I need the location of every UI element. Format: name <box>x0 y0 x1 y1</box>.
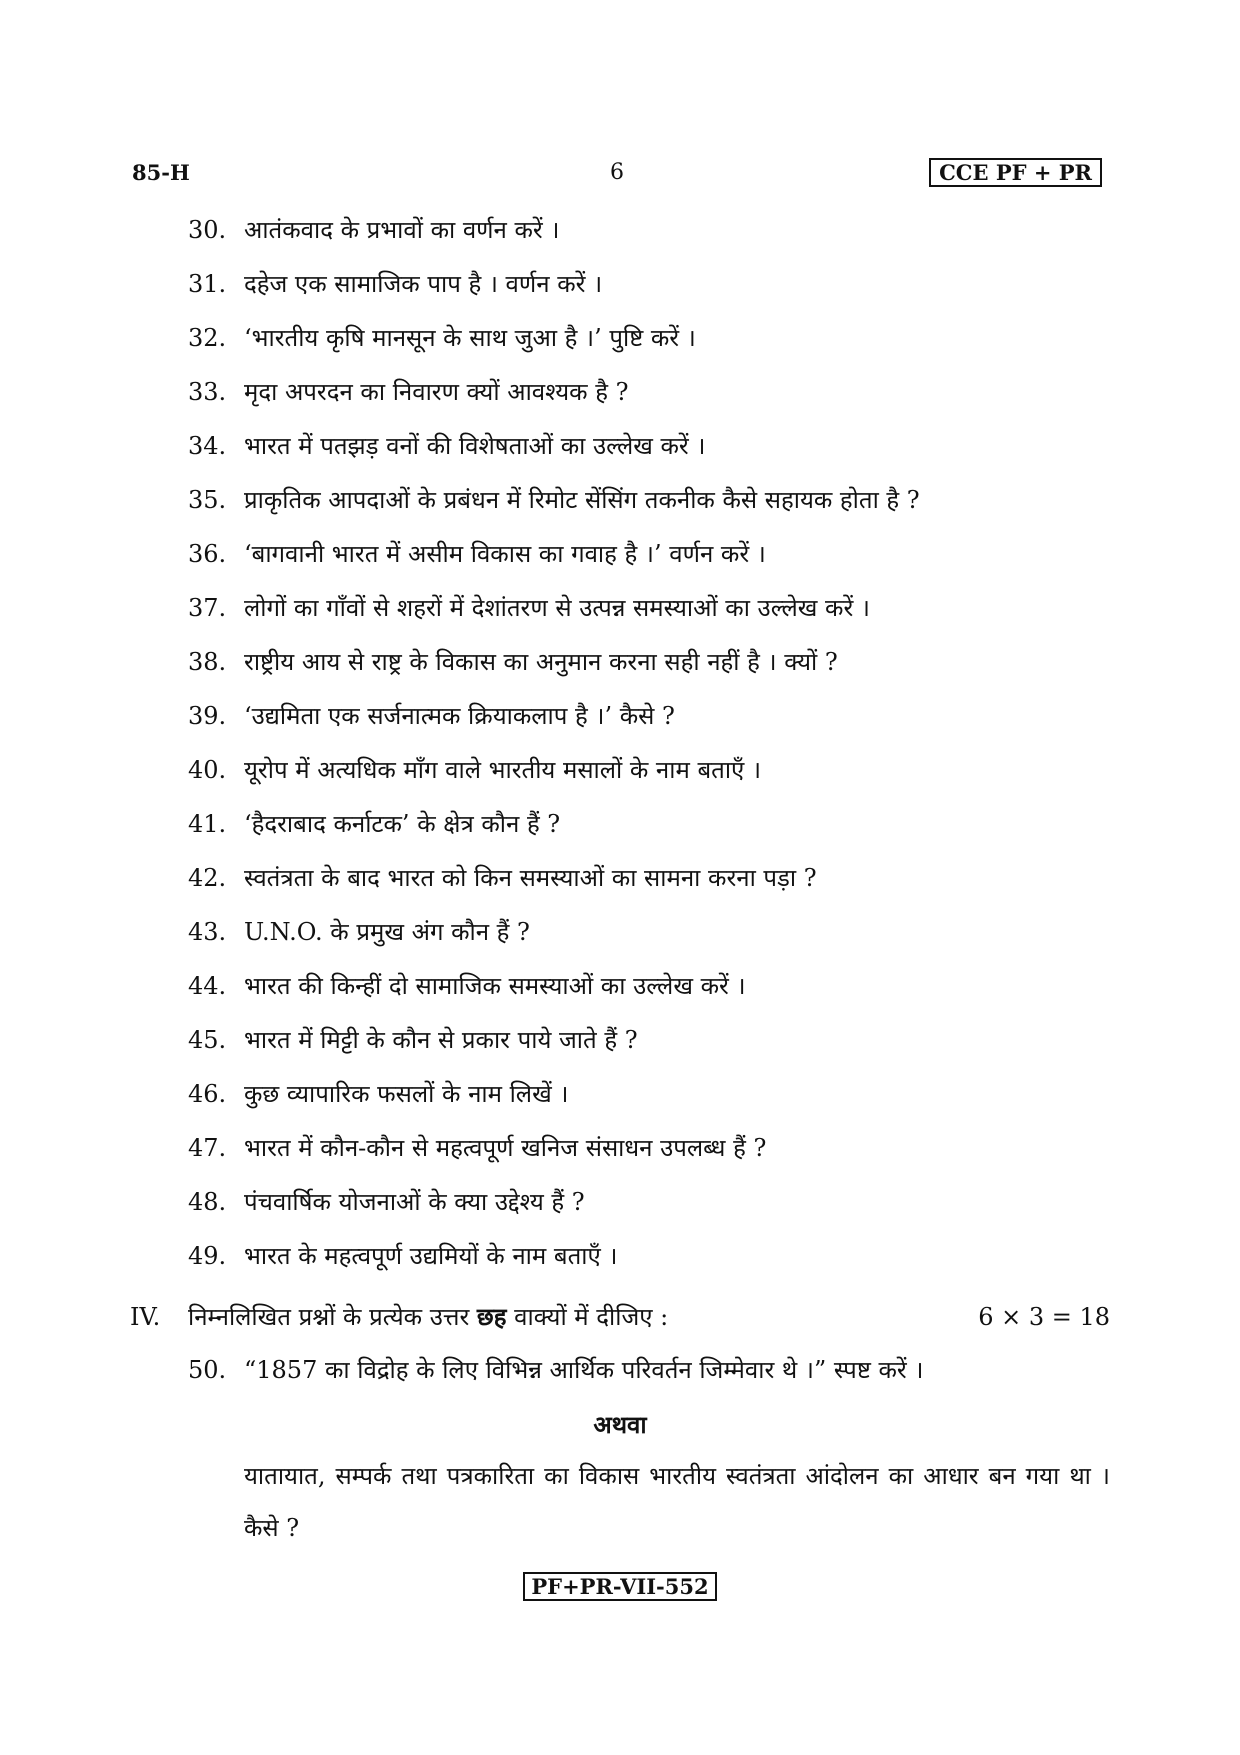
question-number: 38. <box>188 648 227 676</box>
question-number: 42. <box>188 864 227 892</box>
question-item <box>188 485 1108 539</box>
question-item <box>188 377 1108 431</box>
section-marks: 6 × 3 = 18 <box>978 1303 1110 1331</box>
question-item <box>188 755 1108 809</box>
question-number: 41. <box>188 810 227 838</box>
page-number: 6 <box>610 160 624 185</box>
instruction-text-start: निम्नलिखित प्रश्नों के प्रत्येक उत्तर <box>188 1303 470 1331</box>
question-number: 45. <box>188 1026 227 1054</box>
question-number: 39. <box>188 702 227 730</box>
question-item <box>188 431 1108 485</box>
question-text: दहेज एक सामाजिक पाप है । वर्णन करें । <box>244 270 603 298</box>
section-instruction <box>188 1302 960 1332</box>
question-text: ‘बागवानी भारत में असीम विकास का गवाह है ।’ वर्णन करें । <box>244 540 766 568</box>
question-number: 32. <box>188 324 227 352</box>
question-text: प्राकृतिक आपदाओं के प्रबंधन में रिमोट सेंसिंग तकनीक कैसे सहायक होता है ? <box>244 486 920 514</box>
or-label: अथवा <box>593 1410 647 1439</box>
question-number: 47. <box>188 1134 227 1162</box>
question-item <box>188 215 1108 269</box>
section-iv-heading <box>130 1302 1110 1332</box>
question-number: 43. <box>188 918 227 946</box>
question-number: 44. <box>188 972 227 1000</box>
question-number: 37. <box>188 594 227 622</box>
question-number: 31. <box>188 270 227 298</box>
instruction-text-end: वाक्यों में दीजिए : <box>514 1303 669 1331</box>
question-text: ‘हैदराबाद कर्नाटक’ के क्षेत्र कौन हैं ? <box>244 810 561 838</box>
question-50 <box>188 1355 1108 1385</box>
exam-code-box: CCE PF + PR <box>929 158 1102 187</box>
question-text: U.N.O. के प्रमुख अंग कौन हैं ? <box>244 918 530 946</box>
alternative-question-text: यातायात, सम्पर्क तथा पत्रकारिता का विकास भारतीय स्वतंत्रता आंदोलन का आधार बन गया था । कैसे ? <box>244 1462 1110 1542</box>
question-item <box>188 1079 1108 1133</box>
question-text: भारत में कौन-कौन से महत्वपूर्ण खनिज संसाधन उपलब्ध हैं ? <box>244 1134 767 1162</box>
question-item <box>188 539 1108 593</box>
question-text: मृदा अपरदन का निवारण क्यों आवश्यक है ? <box>244 378 629 406</box>
footer-code-box: PF+PR-VII-552 <box>523 1572 716 1601</box>
question-text: ‘उद्यमिता एक सर्जनात्मक क्रियाकलाप है ।’ कैसे ? <box>244 702 675 730</box>
question-text: भारत में मिट्टी के कौन से प्रकार पाये जाते हैं ? <box>244 1026 638 1054</box>
instruction-emphasis: छह <box>476 1302 507 1331</box>
question-text: कुछ व्यापारिक फसलों के नाम लिखें । <box>244 1080 569 1108</box>
section-number: IV. <box>130 1303 161 1331</box>
question-text: पंचवार्षिक योजनाओं के क्या उद्देश्य हैं ? <box>244 1188 585 1216</box>
question-number: 35. <box>188 486 227 514</box>
question-text: लोगों का गाँवों से शहरों में देशांतरण से उत्पन्न समस्याओं का उल्लेख करें । <box>244 594 871 622</box>
question-number: 33. <box>188 378 227 406</box>
question-number: 40. <box>188 756 227 784</box>
question-text: राष्ट्रीय आय से राष्ट्र के विकास का अनुमान करना सही नहीं है । क्यों ? <box>244 648 838 676</box>
question-item <box>188 1025 1108 1079</box>
question-item <box>188 809 1108 863</box>
question-number: 34. <box>188 432 227 460</box>
question-list <box>188 215 1108 1295</box>
question-item <box>188 647 1108 701</box>
question-item <box>188 1133 1108 1187</box>
question-text: यूरोप में अत्यधिक माँग वाले भारतीय मसालों के नाम बताएँ । <box>244 756 762 784</box>
question-text: आतंकवाद के प्रभावों का वर्णन करें । <box>244 216 560 244</box>
page-footer <box>0 1572 1240 1601</box>
question-text: स्वतंत्रता के बाद भारत को किन समस्याओं का सामना करना पड़ा ? <box>244 864 817 892</box>
question-number: 50. <box>188 1356 227 1384</box>
question-number: 30. <box>188 216 227 244</box>
question-text: भारत की किन्हीं दो सामाजिक समस्याओं का उल्लेख करें । <box>244 972 746 1000</box>
question-text: भारत के महत्वपूर्ण उद्यमियों के नाम बताएँ । <box>244 1242 618 1270</box>
question-text: भारत में पतझड़ वनों की विशेषताओं का उल्लेख करें । <box>244 432 706 460</box>
question-item <box>188 917 1108 971</box>
question-number: 49. <box>188 1242 227 1270</box>
question-item <box>188 1241 1108 1295</box>
question-item <box>188 971 1108 1025</box>
question-item <box>188 593 1108 647</box>
question-item <box>188 269 1108 323</box>
question-item <box>188 323 1108 377</box>
page-header <box>132 158 1102 190</box>
question-item <box>188 701 1108 755</box>
question-item <box>188 863 1108 917</box>
question-item <box>188 1187 1108 1241</box>
question-number: 46. <box>188 1080 227 1108</box>
question-number: 48. <box>188 1188 227 1216</box>
question-number: 36. <box>188 540 227 568</box>
question-text: ‘भारतीय कृषि मानसून के साथ जुआ है ।’ पुष्टि करें । <box>244 324 696 352</box>
question-text: “1857 का विद्रोह के लिए विभिन्न आर्थिक परिवर्तन जिम्मेवार थे ।” स्पष्ट करें । <box>244 1356 924 1384</box>
subject-code: 85-H <box>132 160 190 185</box>
